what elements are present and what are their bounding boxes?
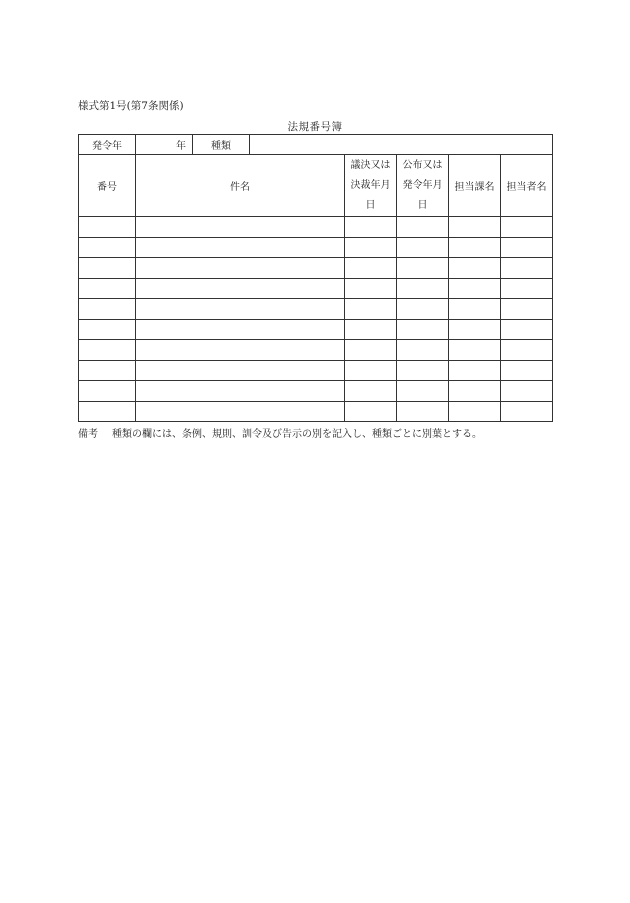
issue-year-label: 発令年 <box>79 135 136 155</box>
promulgation-date-cell[interactable] <box>397 360 449 381</box>
table-row <box>79 319 553 340</box>
table-row <box>79 237 553 258</box>
header-person: 担当者名 <box>501 155 553 217</box>
department-cell[interactable] <box>449 340 501 361</box>
subject-cell[interactable] <box>136 299 345 320</box>
person-cell[interactable] <box>501 381 553 402</box>
number-cell[interactable] <box>79 299 136 320</box>
header-decision-date: 議決又は 決裁年月 日 <box>345 155 397 217</box>
number-cell[interactable] <box>79 278 136 299</box>
decision-date-cell[interactable] <box>345 381 397 402</box>
remarks-text: 種類の欄には、条例、規則、訓令及び告示の別を記入し、種類ごとに別葉とする。 <box>112 429 482 440</box>
form-number-label: 様式第1号(第7条関係) <box>78 100 184 112</box>
promulgation-date-cell[interactable] <box>397 401 449 422</box>
department-cell[interactable] <box>449 319 501 340</box>
top-row <box>79 135 553 155</box>
person-cell[interactable] <box>501 360 553 381</box>
number-cell[interactable] <box>79 360 136 381</box>
number-cell[interactable] <box>79 319 136 340</box>
promulgation-date-cell[interactable] <box>397 319 449 340</box>
header-subject: 件名 <box>136 155 345 217</box>
subject-cell[interactable] <box>136 217 345 238</box>
number-cell[interactable] <box>79 217 136 238</box>
decision-date-cell[interactable] <box>345 258 397 279</box>
subject-cell[interactable] <box>136 340 345 361</box>
decision-date-cell[interactable] <box>345 401 397 422</box>
person-cell[interactable] <box>501 299 553 320</box>
header-promulgation-date: 公布又は 発令年月 日 <box>397 155 449 217</box>
decision-date-cell[interactable] <box>345 217 397 238</box>
header-department: 担当課名 <box>449 155 501 217</box>
table-row <box>79 217 553 238</box>
year-unit: 年 <box>136 135 193 155</box>
table-row <box>79 258 553 279</box>
person-cell[interactable] <box>501 217 553 238</box>
decision-date-cell[interactable] <box>345 278 397 299</box>
subject-cell[interactable] <box>136 237 345 258</box>
promulgation-date-cell[interactable] <box>397 217 449 238</box>
department-cell[interactable] <box>449 237 501 258</box>
subject-cell[interactable] <box>136 381 345 402</box>
decision-date-cell[interactable] <box>345 299 397 320</box>
subject-cell[interactable] <box>136 401 345 422</box>
department-cell[interactable] <box>449 299 501 320</box>
number-cell[interactable] <box>79 381 136 402</box>
type-value-cell[interactable] <box>250 135 553 155</box>
person-cell[interactable] <box>501 237 553 258</box>
department-cell[interactable] <box>449 217 501 238</box>
decision-date-cell[interactable] <box>345 319 397 340</box>
remarks-label: 備考 <box>78 429 98 440</box>
promulgation-date-cell[interactable] <box>397 258 449 279</box>
person-cell[interactable] <box>501 319 553 340</box>
number-cell[interactable] <box>79 258 136 279</box>
subject-cell[interactable] <box>136 278 345 299</box>
subject-cell[interactable] <box>136 319 345 340</box>
promulgation-date-cell[interactable] <box>397 299 449 320</box>
decision-date-cell[interactable] <box>345 360 397 381</box>
header-row <box>79 155 553 217</box>
table-row <box>79 360 553 381</box>
promulgation-date-cell[interactable] <box>397 381 449 402</box>
table-row <box>79 299 553 320</box>
person-cell[interactable] <box>501 278 553 299</box>
person-cell[interactable] <box>501 401 553 422</box>
number-cell[interactable] <box>79 237 136 258</box>
type-label: 種類 <box>193 135 250 155</box>
department-cell[interactable] <box>449 278 501 299</box>
subject-cell[interactable] <box>136 360 345 381</box>
promulgation-date-cell[interactable] <box>397 278 449 299</box>
header-number: 番号 <box>79 155 136 217</box>
table-row <box>79 401 553 422</box>
table-row <box>79 340 553 361</box>
decision-date-cell[interactable] <box>345 340 397 361</box>
number-cell[interactable] <box>79 401 136 422</box>
decision-date-cell[interactable] <box>345 237 397 258</box>
person-cell[interactable] <box>501 258 553 279</box>
remarks <box>78 425 482 440</box>
person-cell[interactable] <box>501 340 553 361</box>
subject-cell[interactable] <box>136 258 345 279</box>
promulgation-date-cell[interactable] <box>397 340 449 361</box>
department-cell[interactable] <box>449 401 501 422</box>
data-rows <box>79 217 553 422</box>
department-cell[interactable] <box>449 381 501 402</box>
register-table <box>78 134 553 422</box>
table-row <box>79 381 553 402</box>
table-row <box>79 278 553 299</box>
document-title: 法規番号簿 <box>287 121 343 133</box>
department-cell[interactable] <box>449 360 501 381</box>
number-cell[interactable] <box>79 340 136 361</box>
promulgation-date-cell[interactable] <box>397 237 449 258</box>
department-cell[interactable] <box>449 258 501 279</box>
